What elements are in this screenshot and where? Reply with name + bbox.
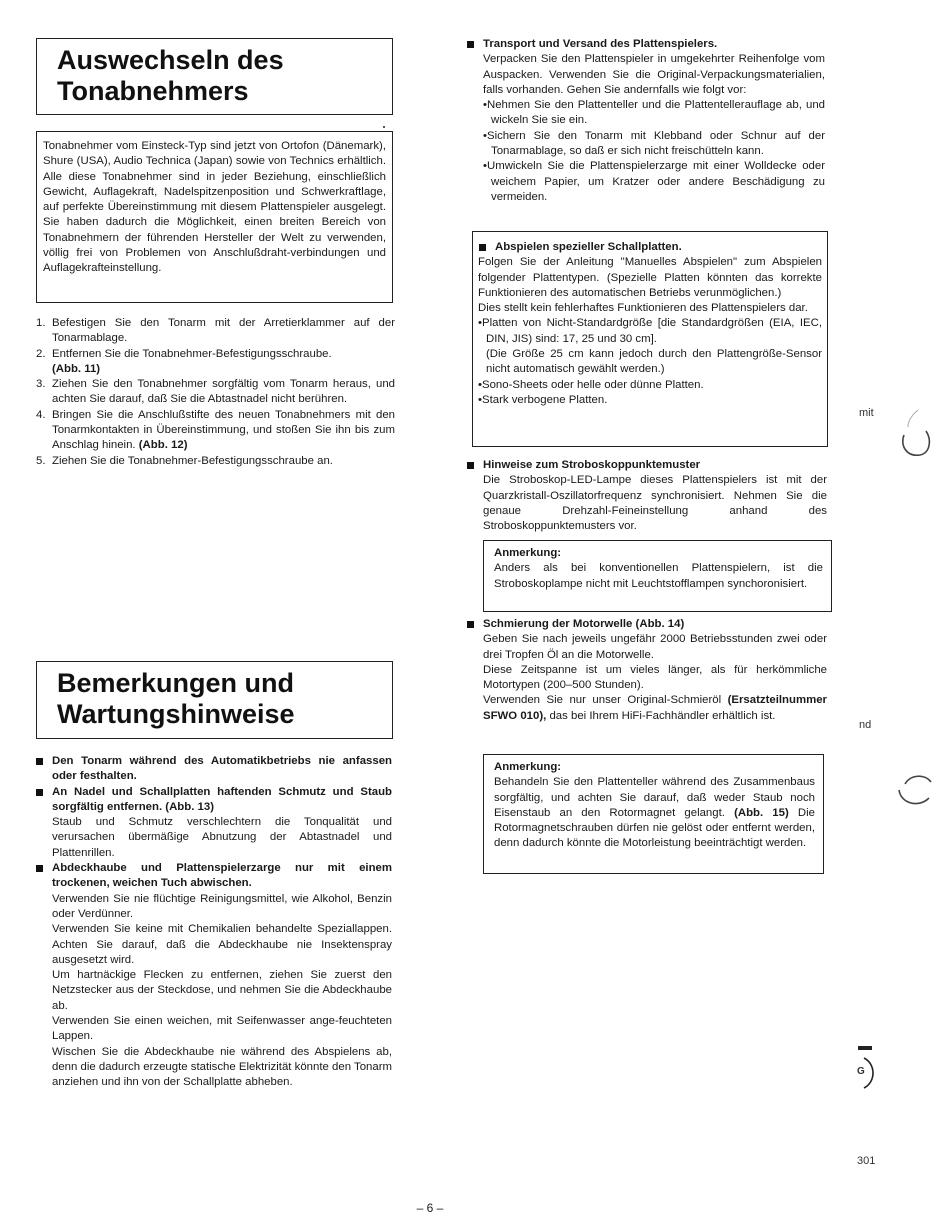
special-records-heading: Abspielen spezieller Schallplatten. — [479, 240, 822, 255]
step-item — [36, 408, 395, 454]
care-item-3-para: Verwenden Sie einen weichen, mit Seifenwasser ange-feuchteten Lappen. — [52, 1015, 392, 1043]
care-item-3-heading: Abdeckhaube und Plattenspielerzarge nur mit einem trockenen, weichen Tuch abwischen. — [36, 861, 392, 892]
edge-bracket-icon — [862, 1056, 878, 1090]
strobo-text: Die Stroboskop-LED-Lampe dieses Plattenspielers ist mit der Quarzkristall-Oszillatorfrequenz synchronisiert. Nehmen Sie die genaue Drehzahl-Feineinstellung anhand des Stroboskoppunktemusters vor. — [483, 474, 827, 533]
special-records-text-2: Dies stellt kein fehlerhaftes Funktionieren des Plattenspielers dar. — [478, 302, 808, 315]
edge-ring-icon — [890, 405, 936, 460]
transport-heading: Transport und Versand des Plattenspielers. — [467, 37, 825, 52]
page-number: – 6 – — [416, 1201, 444, 1215]
motor-text-1: Geben Sie nach jeweils ungefähr 2000 Betriebsstunden zwei oder drei Tropfen Öl an die Motorwelle. — [483, 633, 827, 661]
section-title-maintenance — [57, 668, 380, 730]
intro-box — [36, 131, 393, 303]
figure-ref: (Abb. 11) — [52, 362, 101, 375]
care-items — [36, 754, 392, 1091]
transport-bullet: •Umwickeln Sie die Plattenspielerzarge mit einer Wolldecke oder weichem Papier, um Kratzer oder andere Beschädigung zu vermeiden. — [483, 160, 825, 203]
transport-bullet: •Nehmen Sie den Plattenteller und die Plattentellerauflage ab, und wickeln Sie sie ein. — [483, 99, 825, 127]
care-item-2-heading: An Nadel und Schallplatten haftenden Schmutz und Staub sorgfältig entfernen. (Abb. 13) — [36, 785, 392, 816]
step-text: Ziehen Sie die Tonabnehmer-Befestigungsschraube an. — [52, 454, 333, 467]
figure-ref: (Abb. 15) — [734, 806, 789, 819]
replacement-steps-list — [36, 316, 395, 469]
title-line-1: Bemerkungen und — [57, 668, 295, 698]
section-title-replacing-cartridge — [57, 45, 380, 107]
edge-text-mit: mit — [859, 407, 874, 419]
intro-text: Tonabnehmer vom Einsteck-Typ sind jetzt von Ortofon (Dänemark), Shure (USA), Audio Technica (Japan) sowie von Technics erhältlich. Alle diese Tonabnehmer sind in jeder Beziehung, einschließlich Gewicht, Auflagekraft, Nadelspitzenposition und Schwerkraftlage, auf perfekte Übereinstimmung mit diesem Plattenspieler ausgelegt. Sie haben dadurch die Möglichkeit, einen breiten Bereich von Tonabnehmern der führenden Hersteller der Welt zu verwenden, völlig frei von Problemen von Anschlußdraht-verbindungen und Auflagekrafteinstellung. — [43, 140, 386, 275]
step-text: Bringen Sie die Anschlußstifte des neuen Tonabnehmers mit den Tonarmkontakten in Übereinstimmung, und stoßen Sie ihn bis zum Anschlag hinein. — [52, 408, 395, 452]
care-item-3-para: Wischen Sie die Abdeckhaube nie während des Abspielens ab, denn die dadurch erzeugte statische Elektrizität könnte den Tonarm anziehen und ihn von der Schallplatte abheben. — [52, 1045, 392, 1089]
special-records-text-1: Folgen Sie der Anleitung "Manuelles Abspielen" zum Abspielen folgender Plattentypen. (Spezielle Platten könnten das korrekte Funktionieren des automatischen Betriebs verunmöglichen.) — [478, 256, 822, 299]
step-number: 1. — [36, 317, 46, 329]
step-item — [36, 454, 395, 469]
edge-text-nd: nd — [859, 719, 872, 731]
figure-ref: (Abb. 14) — [635, 618, 685, 630]
note-text-2: Die Rotormagnetschrauben dürfen nie gelöst oder entfernt werden, denn dadurch könnte die Motorleistung beeinträchtigt werden. — [494, 806, 816, 850]
title-line-1: Auswechseln des — [57, 45, 284, 75]
strobo-note-box — [483, 540, 832, 612]
edge-ring-icon — [895, 770, 937, 810]
step-item — [36, 316, 395, 347]
edge-bar — [858, 1046, 872, 1050]
edge-text-301: 301 — [857, 1155, 876, 1167]
step-item — [36, 377, 395, 408]
special-records-box — [472, 231, 828, 447]
title-line-2: Tonabnehmers — [57, 76, 249, 106]
care-item-1-heading: Den Tonarm während des Automatikbetriebs nie anfassen oder festhalten. — [36, 754, 392, 785]
note-heading: Anmerkung: — [494, 761, 562, 773]
transport-bullets — [467, 98, 825, 205]
tick-mark — [383, 126, 385, 128]
transport-text: Verpacken Sie den Plattenspieler in umgekehrter Reihenfolge vom Auspacken. Verwenden Sie die Original-Verpackungsmaterialien, falls vorhanden. Gehen Sie andernfalls wie folgt vor: — [483, 53, 825, 96]
motor-heading-text: Schmierung der Motorwelle — [483, 618, 633, 630]
special-records-bullet: •Stark verbogene Platten. — [478, 393, 608, 406]
special-records-bullet-note: (Die Größe 25 cm kann jedoch durch den Plattengröße-Sensor nicht automatisch gewählt werden.) — [486, 348, 822, 376]
strobo-section — [467, 458, 827, 534]
note-text: Anders als bei konventionellen Plattenspielern, ist die Stroboskoplampe nicht mit Leuchtstofflampen synchoronisiert. — [494, 562, 823, 590]
note-text — [494, 775, 815, 851]
step-number: 2. — [36, 347, 46, 360]
step-text: Befestigen Sie den Tonarm mit der Arretierklammer auf der Tonarmablage. — [52, 317, 395, 345]
motor-text-3a: Verwenden Sie nur unser Original-Schmieröl — [483, 694, 722, 707]
title-line-2: Wartungshinweise — [57, 699, 295, 729]
motor-section — [467, 617, 827, 724]
part-number: (Ersatzteilnummer SFWO 010), — [483, 694, 827, 722]
special-records-bullet: •Platten von Nicht-Standardgröße [die Standardgrößen (EIA, IEC, DIN, JIS) sind: 17, 25 und 30 cm]. — [478, 317, 822, 345]
note-text-1: Behandeln Sie den Plattenteller während des Zusammenbaus sorgfältig, und achten Sie darauf, daß weder Staub noch Eisenstaub an den Rotormagnet gelangt. — [494, 776, 815, 819]
figure-ref: (Abb. 12) — [138, 439, 188, 452]
motor-note-box — [483, 754, 824, 874]
motor-text-2: Diese Zeitspanne ist um vieles länger, als für herkömmliche Motortypen (200–500 Stunden). — [483, 663, 827, 692]
step-number: 4. — [36, 408, 46, 421]
transport-section — [467, 37, 825, 205]
step-text: Entfernen Sie die Tonabnehmer-Befestigungsschraube. — [52, 347, 332, 360]
strobo-heading: Hinweise zum Stroboskoppunktemuster — [467, 458, 827, 473]
care-item-3-para: Verwenden Sie nie flüchtige Reinigungsmittel, wie Alkohol, Benzin oder Verdünner. — [52, 892, 392, 920]
motor-text-3c: das bei Ihrem HiFi-Fachhändler erhältlich ist. — [549, 709, 776, 722]
care-item-2-text: Staub und Schmutz verschlechtern die Tonqualität und verursachen übermäßige Abnutzung der Abtastnadel und Plattenrillen. — [52, 816, 392, 859]
step-number: 5. — [36, 454, 46, 467]
transport-bullet: •Sichern Sie den Tonarm mit Klebband oder Schnur auf der Tonarmablage, so daß er sich nicht freischütteln kann. — [483, 129, 825, 158]
heading-box-maintenance — [36, 661, 393, 739]
step-text: Ziehen Sie den Tonabnehmer sorgfältig vom Tonarm heraus, und achten Sie darauf, daß Sie die Abtastnadel nicht berühren. — [52, 378, 395, 406]
special-records-bullet: •Sono-Sheets oder helle oder dünne Platten. — [478, 378, 704, 391]
note-heading: Anmerkung: — [494, 547, 562, 559]
step-number: 3. — [36, 378, 46, 391]
heading-box-replacing-cartridge — [36, 38, 393, 115]
care-item-3-para: Um hartnäckige Flecken zu entfernen, ziehen Sie zuerst den Netzstecker aus der Steckdose, und nehmen Sie die Abdeckhaube ab. — [52, 969, 392, 1012]
care-item-3-para: Verwenden Sie keine mit Chemikalien behandelte Speziallappen. Achten Sie darauf, daß die Abdeckhaube nie Insektenspray ausgesetzt wird. — [52, 923, 392, 966]
step-item — [36, 347, 395, 378]
motor-text-3 — [467, 693, 827, 724]
motor-heading — [467, 617, 827, 632]
edge-text-g: G — [857, 1066, 865, 1077]
